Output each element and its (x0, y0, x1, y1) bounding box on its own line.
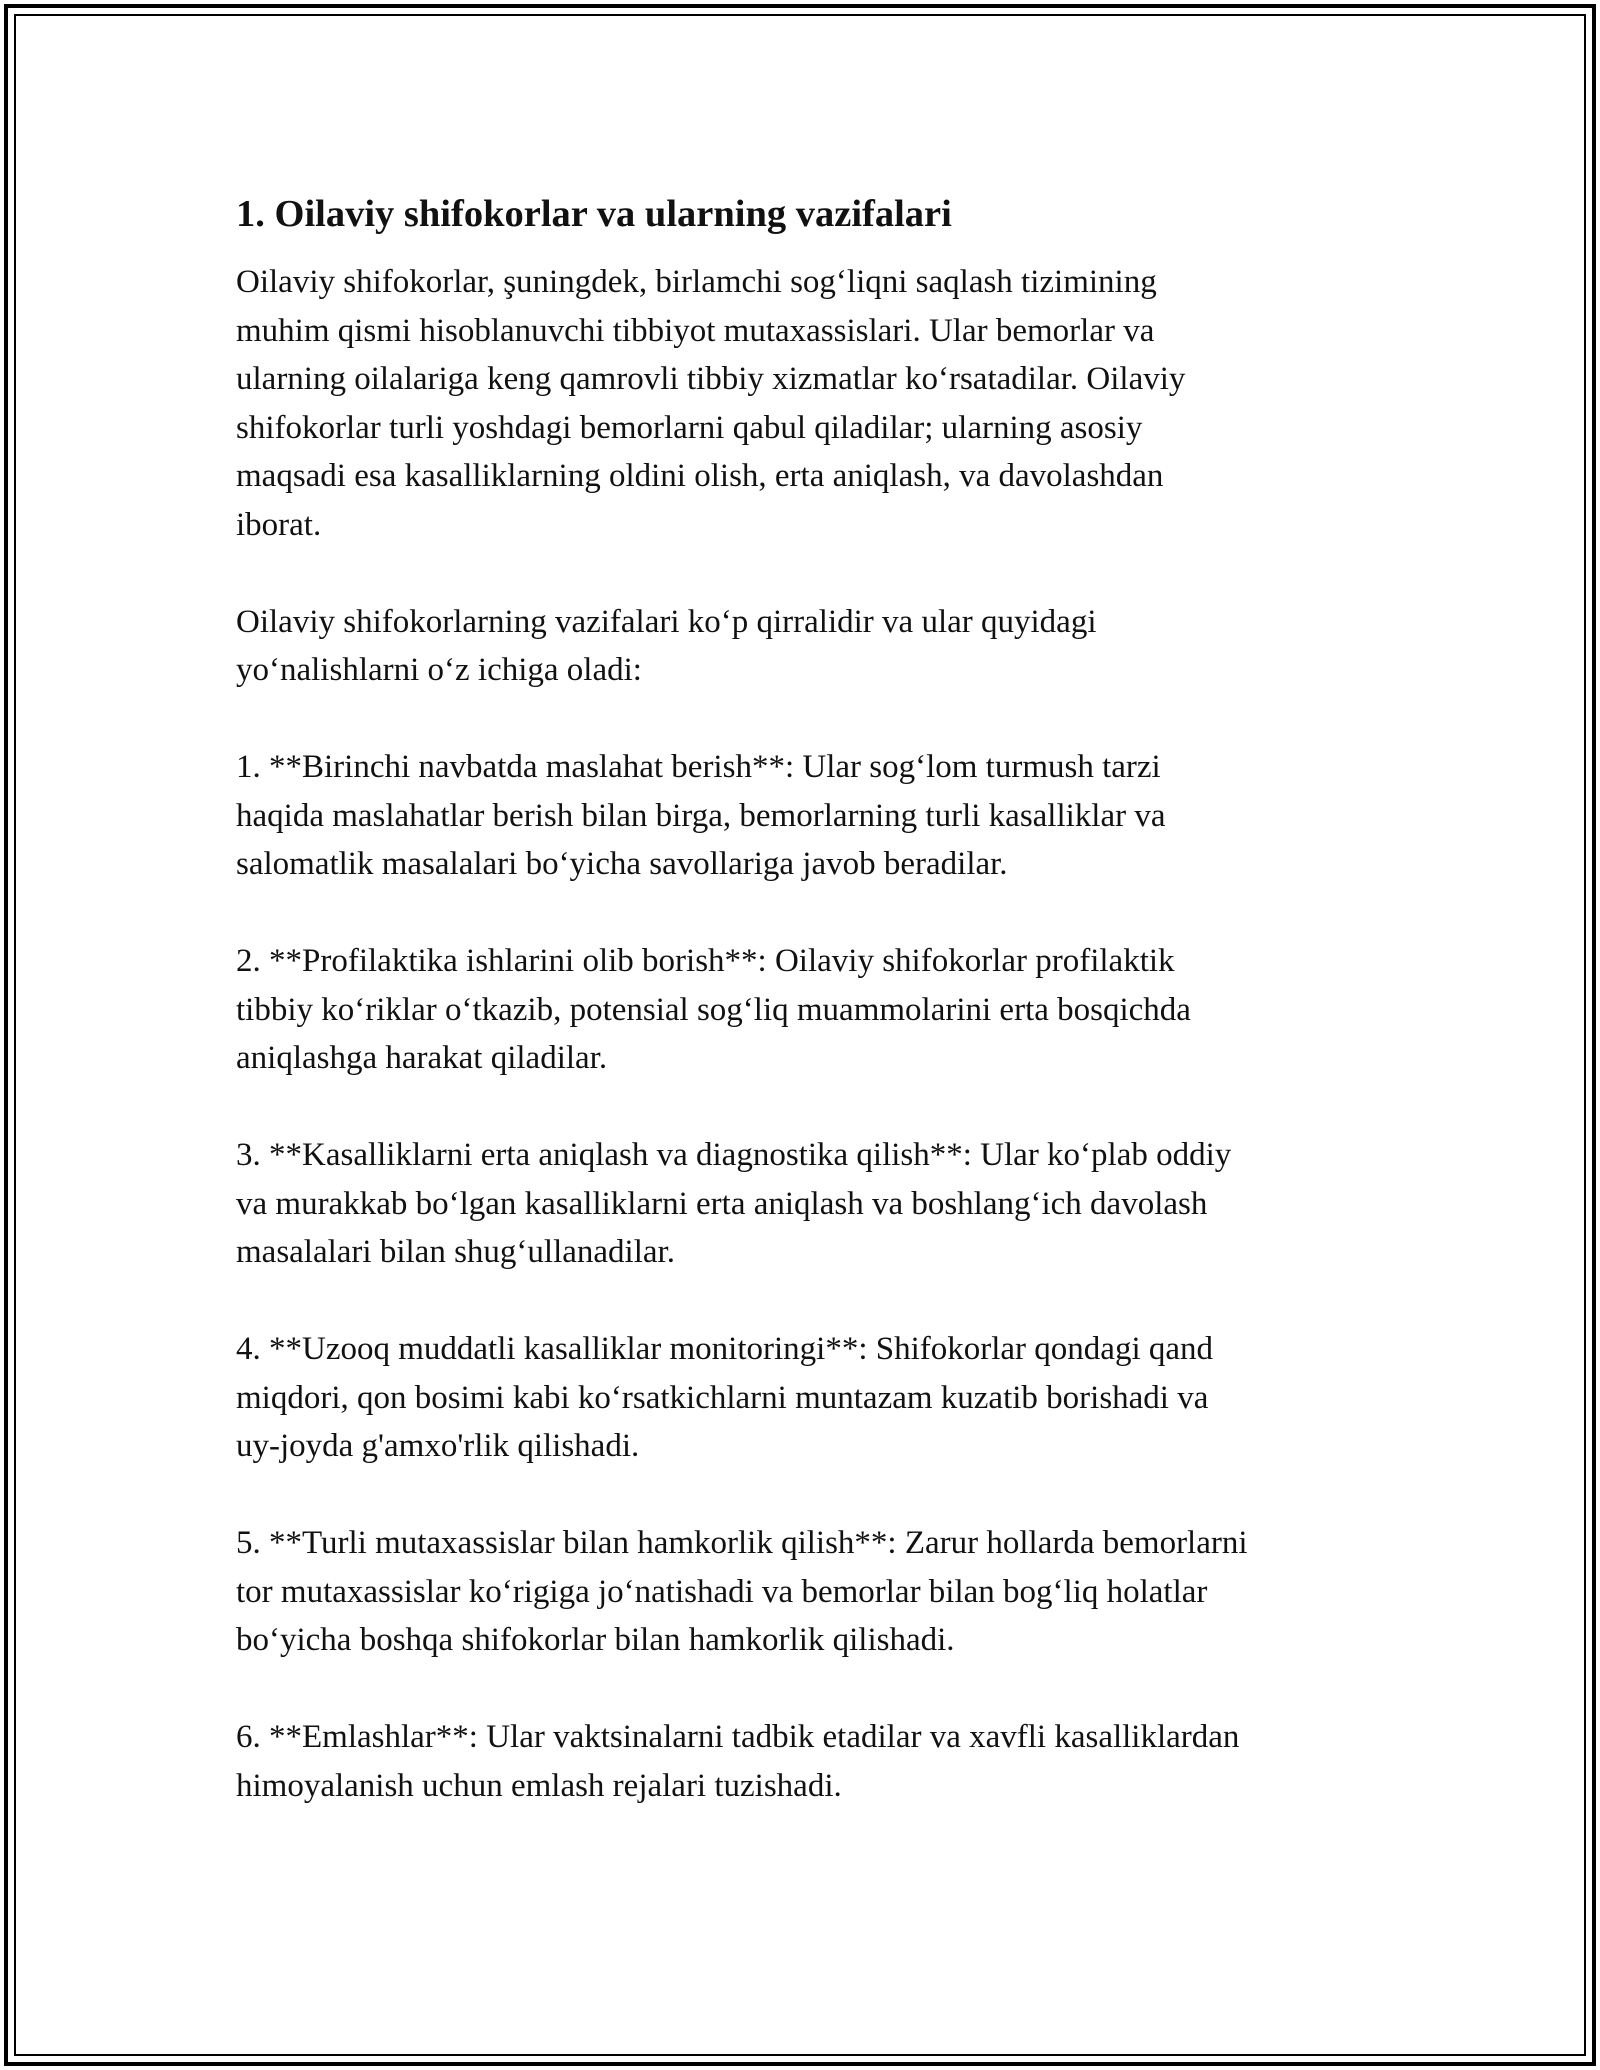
list-item-consultation: 1. **Birinchi navbatda maslahat berish**: Ular sog‘lom turmush tarzi haqida maslahatlar berish bilan birga, bemorlarning turli kasalliklar va salomatlik masalalari bo‘yicha savollariga javob beradilar. (236, 749, 1166, 882)
list-item-collaboration: 5. **Turli mutaxassislar bilan hamkorlik qilish**: Zarur hollarda bemorlarni tor mutaxassislar ko‘rigiga jo‘natishadi va bemorlar bilan bog‘liq holatlar bo‘yicha boshqa shifokorlar bilan hamkorlik qilishadi. (236, 1525, 1248, 1658)
list-item-diagnostics: 3. **Kasalliklarni erta aniqlash va diagnostika qilish**: Ular ko‘plab oddiy va murakkab bo‘lgan kasalliklarni erta aniqlash va boshlang‘ich davolash masalalari bilan shug‘ullanadilar. (236, 1137, 1232, 1270)
document-body (236, 190, 1366, 1810)
list-item-prevention: 2. **Profilaktika ishlarini olib borish**: Oilaviy shifokorlar profilaktik tibbiy ko‘riklar o‘tkazib, potensial sog‘liq muammolarini erta bosqichda aniqlashga harakat qiladilar. (236, 943, 1191, 1076)
section-heading: 1. Oilaviy shifokorlar va ularning vazifalari (236, 193, 952, 235)
list-item-monitoring: 4. **Uzooq muddatli kasalliklar monitoringi**: Shifokorlar qondagi qand miqdori, qon bosimi kabi ko‘rsatkichlarni muntazam kuzatib borishadi va uy-joyda g'amxo'rlik qilishadi. (236, 1331, 1214, 1464)
intro-paragraph: Oilaviy shifokorlar, şuningdek, birlamchi sog‘liqni saqlash tizimining muhim qismi hisoblanuvchi tibbiyot mutaxassislari. Ular bemorlar va ularning oilalariga keng qamrovli tibbiy xizmatlar ko‘rsatadilar. Oilaviy shifokorlar turli yoshdagi bemorlarni qabul qiladilar; ularning asosiy maqsadi esa kasalliklarning oldini olish, erta aniqlash, va davolashdan iborat. (236, 264, 1186, 543)
list-item-vaccination: 6. **Emlashlar**: Ular vaktsinalarni tadbik etadilar va xavfli kasalliklardan himoyalanish uchun emlash rejalari tuzishadi. (236, 1719, 1240, 1804)
duties-intro-paragraph: Oilaviy shifokorlarning vazifalari ko‘p qirralidir va ular quyidagi yo‘nalishlarni o‘z ichiga oladi: (236, 603, 1097, 688)
